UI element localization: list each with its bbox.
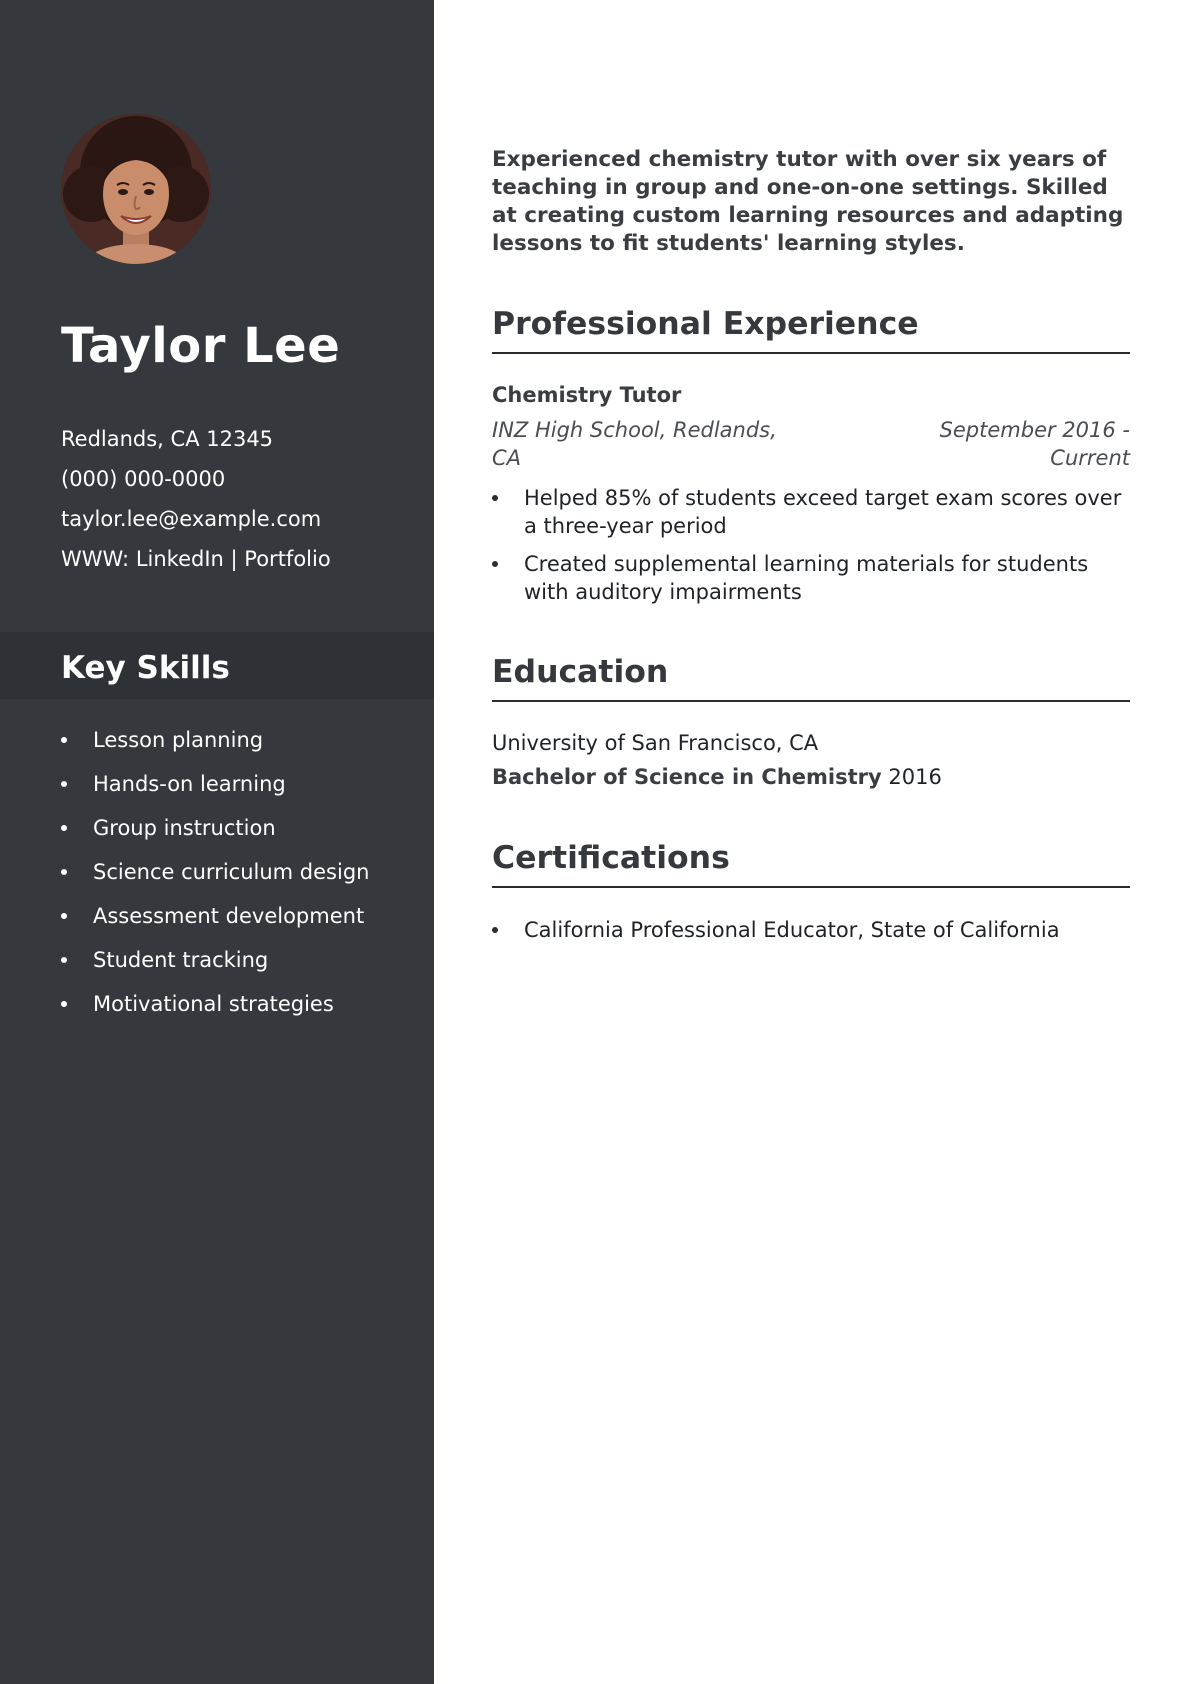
job-title: Chemistry Tutor: [492, 383, 682, 407]
skills-heading: Key Skills: [61, 650, 230, 686]
contact-list: [61, 426, 331, 586]
contact-web: [61, 546, 331, 586]
contact-address: Redlands, CA 12345: [61, 427, 274, 451]
experience-bullet: Helped 85% of students exceed target exam scores over a three-year period: [492, 484, 1130, 540]
job-dates: September 2016 - Current: [939, 418, 1130, 470]
contact-email[interactable]: taylor.lee@example.com: [61, 507, 322, 531]
profile-photo-illustration: [61, 114, 211, 264]
sidebar: [0, 0, 434, 1684]
portfolio-link[interactable]: Portfolio: [244, 547, 331, 571]
experience-bullet: Created supplemental learning materials for students with auditory impairments: [492, 550, 1130, 606]
education-school: University of San Francisco, CA: [492, 731, 819, 755]
linkedin-link[interactable]: LinkedIn: [135, 547, 224, 571]
web-prefix: WWW:: [61, 547, 130, 571]
education-degree: Bachelor of Science in Chemistry: [492, 765, 882, 789]
professional-summary: Experienced chemistry tutor with over six years of teaching in group and one-on-one settings. Skilled at creating custom learning resources and adapting lessons to fit students' learning styles.: [492, 147, 1124, 256]
education-heading: Education: [492, 654, 1130, 702]
job-company: INZ High School, Redlands, CA: [492, 418, 777, 470]
contact-phone: (000) 000-0000: [61, 467, 226, 491]
skill-item: Motivational strategies: [61, 990, 391, 1018]
education-degree-line: [492, 763, 942, 791]
certifications-heading: Certifications: [492, 840, 1130, 888]
skill-item: Student tracking: [61, 946, 391, 974]
experience-bullets: [492, 484, 1130, 616]
skill-item: Group instruction: [61, 814, 391, 842]
experience-heading: Professional Experience: [492, 306, 1130, 354]
profile-photo: [61, 114, 211, 264]
certification-item: California Professional Educator, State of California: [492, 916, 1130, 944]
job-meta: [492, 416, 1130, 472]
skill-item: Assessment development: [61, 902, 391, 930]
skill-item: Hands-on learning: [61, 770, 391, 798]
main-content: [434, 0, 1190, 1684]
skills-list: [61, 726, 391, 1034]
skill-item: Lesson planning: [61, 726, 391, 754]
education-year: 2016: [888, 765, 942, 789]
link-separator: |: [230, 547, 238, 571]
candidate-name: Taylor Lee: [61, 318, 341, 374]
certifications-list: [492, 916, 1130, 954]
skill-item: Science curriculum design: [61, 858, 391, 886]
